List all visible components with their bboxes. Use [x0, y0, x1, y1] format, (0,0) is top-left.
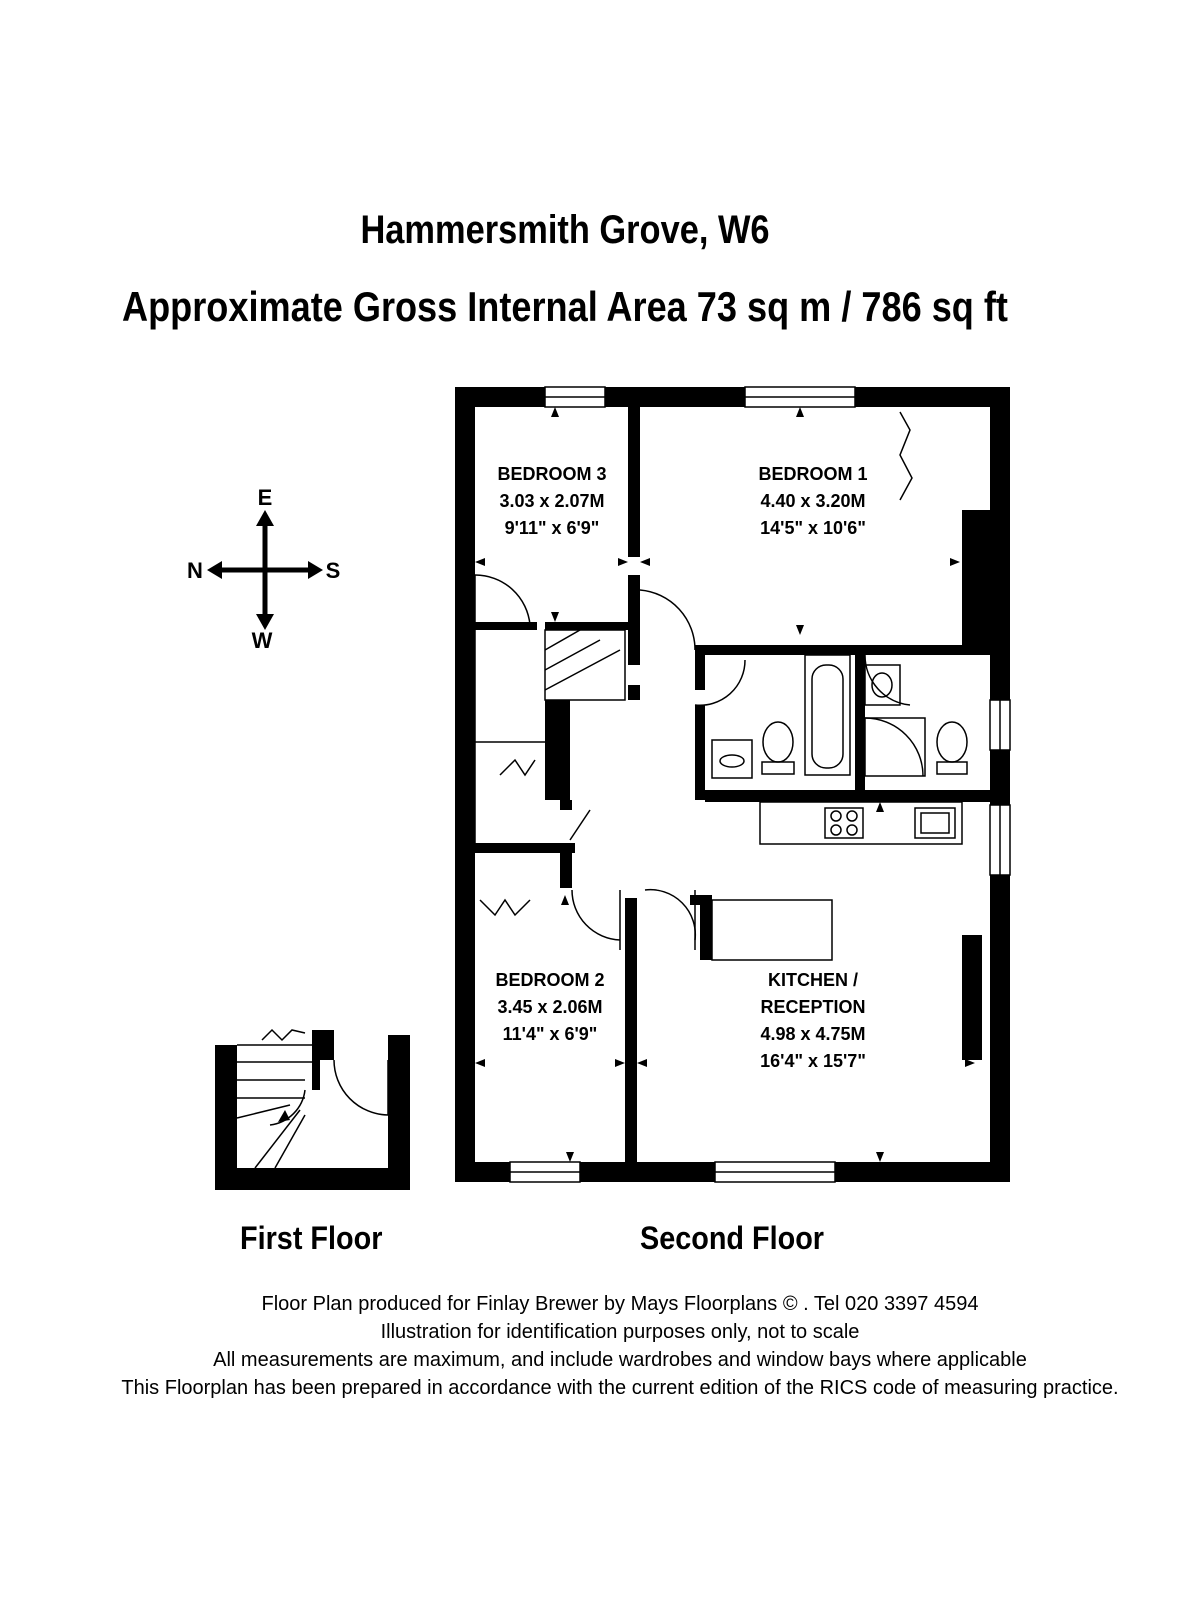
room-bedroom-1	[758, 464, 867, 538]
room-bedroom-3	[497, 464, 606, 538]
property-title: Hammersmith Grove, W6	[360, 208, 770, 252]
svg-text:BEDROOM 3: BEDROOM 3	[497, 464, 607, 484]
compass-south: S	[325, 558, 341, 583]
svg-text:KITCHEN /: KITCHEN /	[768, 970, 858, 990]
svg-text:3.45 x 2.06M: 3.45 x 2.06M	[497, 997, 603, 1017]
svg-text:RECEPTION: RECEPTION	[760, 997, 866, 1017]
room-kitchen-reception	[760, 970, 866, 1071]
svg-text:14'5" x 10'6": 14'5" x 10'6"	[760, 518, 866, 538]
fixtures	[712, 655, 975, 1000]
svg-text:11'4" x 6'9": 11'4" x 6'9"	[502, 1024, 598, 1044]
svg-text:3.03 x 2.07M: 3.03 x 2.07M	[499, 491, 605, 511]
svg-text:4.40 x 3.20M: 4.40 x 3.20M	[760, 491, 866, 511]
svg-text:9'11" x 6'9": 9'11" x 6'9"	[504, 518, 600, 538]
footer-line: Illustration for identification purposes only, not to scale	[380, 1321, 860, 1343]
compass-west: W	[251, 628, 273, 653]
first-floor-plan	[215, 1030, 410, 1190]
footer-line: All measurements are maximum, and include wardrobes and window bays where applicable	[213, 1349, 1027, 1371]
footer-line: Floor Plan produced for Finlay Brewer by Mays Floorplans © . Tel 020 3397 4594	[261, 1293, 979, 1315]
svg-text:BEDROOM 2: BEDROOM 2	[495, 970, 605, 990]
gross-area: Approximate Gross Internal Area 73 sq m / 786 sq ft	[122, 283, 1008, 330]
compass-icon	[187, 485, 340, 653]
room-bedroom-2	[495, 970, 604, 1044]
svg-text:BEDROOM 1: BEDROOM 1	[758, 464, 868, 484]
compass-north: N	[187, 558, 203, 583]
svg-text:16'4" x 15'7": 16'4" x 15'7"	[760, 1051, 866, 1071]
second-floor-label: Second Floor	[640, 1220, 825, 1256]
svg-text:4.98 x 4.75M: 4.98 x 4.75M	[760, 1024, 866, 1044]
first-floor-label: First Floor	[240, 1220, 383, 1256]
compass-east: E	[257, 485, 273, 510]
footer-line: This Floorplan has been prepared in accordance with the current edition of the RICS code of measuring practice.	[121, 1377, 1119, 1399]
